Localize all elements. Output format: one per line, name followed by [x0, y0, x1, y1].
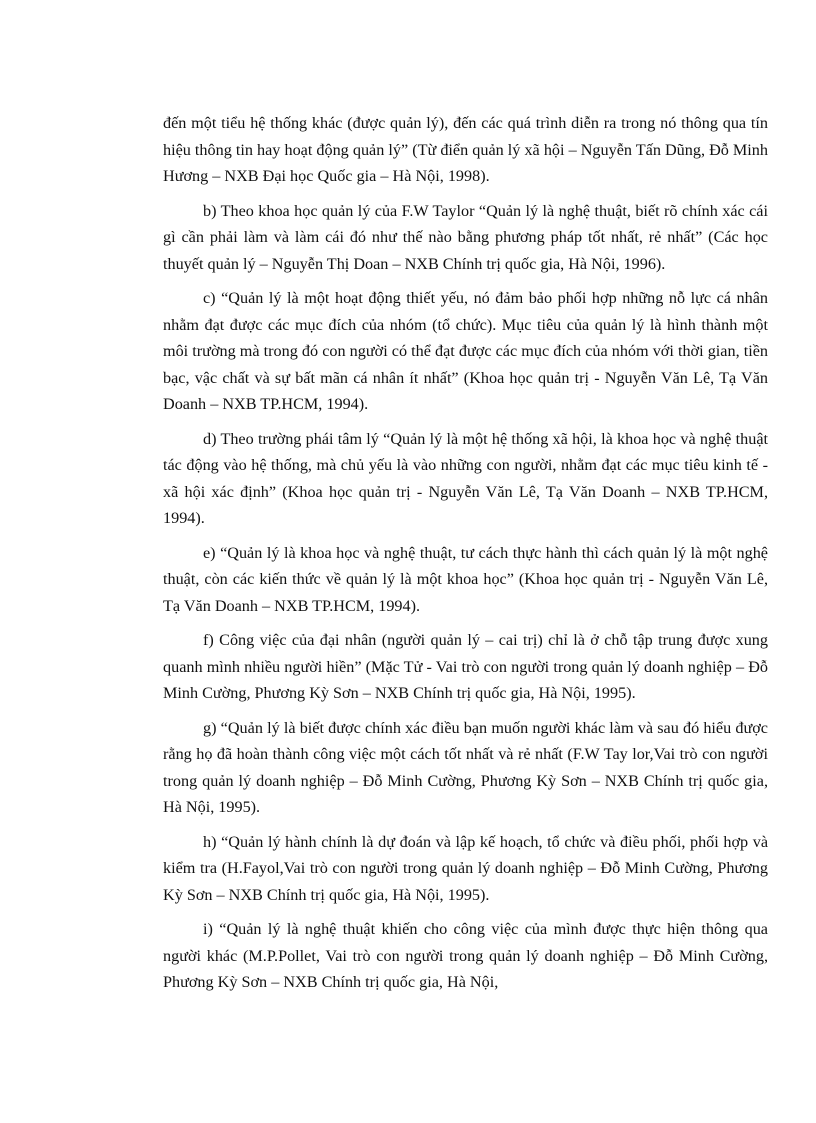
- paragraph-b: b) Theo khoa học quản lý của F.W Taylor “Quản lý là nghệ thuật, biết rõ chính xác cái gì cần phải làm và làm cái đó như thế nào bằng phương pháp tốt nhất, rẻ nhất” (Các học thuyết quản lý – Nguyễn Thị Doan – NXB Chính trị quốc gia, Hà Nội, 1996).: [163, 201, 768, 273]
- paragraph-f: f) Công việc của đại nhân (người quản lý – cai trị) chỉ là ở chỗ tập trung được xung quanh mình nhiều người hiền” (Mặc Tử - Vai trò con người trong quản lý doanh nghiệp – Đỗ Minh Cường, Phương Kỳ Sơn – NXB Chính trị quốc gia, Hà Nội, 1995).: [163, 631, 768, 702]
- paragraph-h: h) “Quản lý hành chính là dự đoán và lập kế hoạch, tổ chức và điều phối, phối hợp và kiểm tra (H.Fayol,Vai trò con người trong quản lý doanh nghiệp – Đỗ Minh Cường, Phương Kỳ Sơn – NXB Chính trị quốc gia, Hà Nội, 1995).: [163, 832, 768, 904]
- body-text: [163, 110, 768, 1004]
- paragraph-c: c) “Quản lý là một hoạt động thiết yếu, nó đảm bảo phối hợp những nỗ lực cá nhân nhằm đạt được các mục đích của nhóm (tổ chức). Mục tiêu của quản lý là hình thành một môi trường mà trong đó con người có thể đạt được các mục đích của nhóm với thời gian, tiền bạc, vậc chất và sự bất mãn cá nhân ít nhất” (Khoa học quản trị - Nguyễn Văn Lê, Tạ Văn Doanh – NXB TP.HCM, 1994).: [163, 289, 768, 413]
- paragraph-i: i) “Quản lý là nghệ thuật khiến cho công việc của mình được thực hiện thông qua người khác (M.P.Pollet, Vai trò con người trong quản lý doanh nghiệp – Đỗ Minh Cường, Phương Kỳ Sơn – NXB Chính trị quốc gia, Hà Nội,: [163, 920, 768, 991]
- paragraph-continuation: đến một tiểu hệ thống khác (được quản lý), đến các quá trình diễn ra trong nó thông qua tín hiệu thông tin hay hoạt động quản lý” (Từ điển quản lý xã hội – Nguyễn Tấn Dũng, Đỗ Minh Hương – NXB Đại học Quốc gia – Hà Nội, 1998).: [163, 114, 768, 185]
- paragraph-e: e) “Quản lý là khoa học và nghệ thuật, tư cách thực hành thì cách quản lý là một nghệ thuật, còn các kiến thức về quản lý là một khoa học” (Khoa học quản trị - Nguyễn Văn Lê, Tạ Văn Doanh – NXB TP.HCM, 1994).: [163, 543, 768, 615]
- paragraph-g: g) “Quản lý là biết được chính xác điều bạn muốn người khác làm và sau đó hiểu được rằng họ đã hoàn thành công việc một cách tốt nhất và rẻ nhất (F.W Tay lor,Vai trò con người trong quản lý doanh nghiệp – Đỗ Minh Cường, Phương Kỳ Sơn – NXB Chính trị quốc gia, Hà Nội, 1995).: [163, 718, 768, 816]
- paragraph-d: d) Theo trường phái tâm lý “Quản lý là một hệ thống xã hội, là khoa học và nghệ thuật tác động vào hệ thống, mà chủ yếu là vào những con người, nhằm đạt các mục tiêu kinh tế - xã hội xác định” (Khoa học quản trị - Nguyễn Văn Lê, Tạ Văn Doanh – NXB TP.HCM, 1994).: [163, 429, 768, 527]
